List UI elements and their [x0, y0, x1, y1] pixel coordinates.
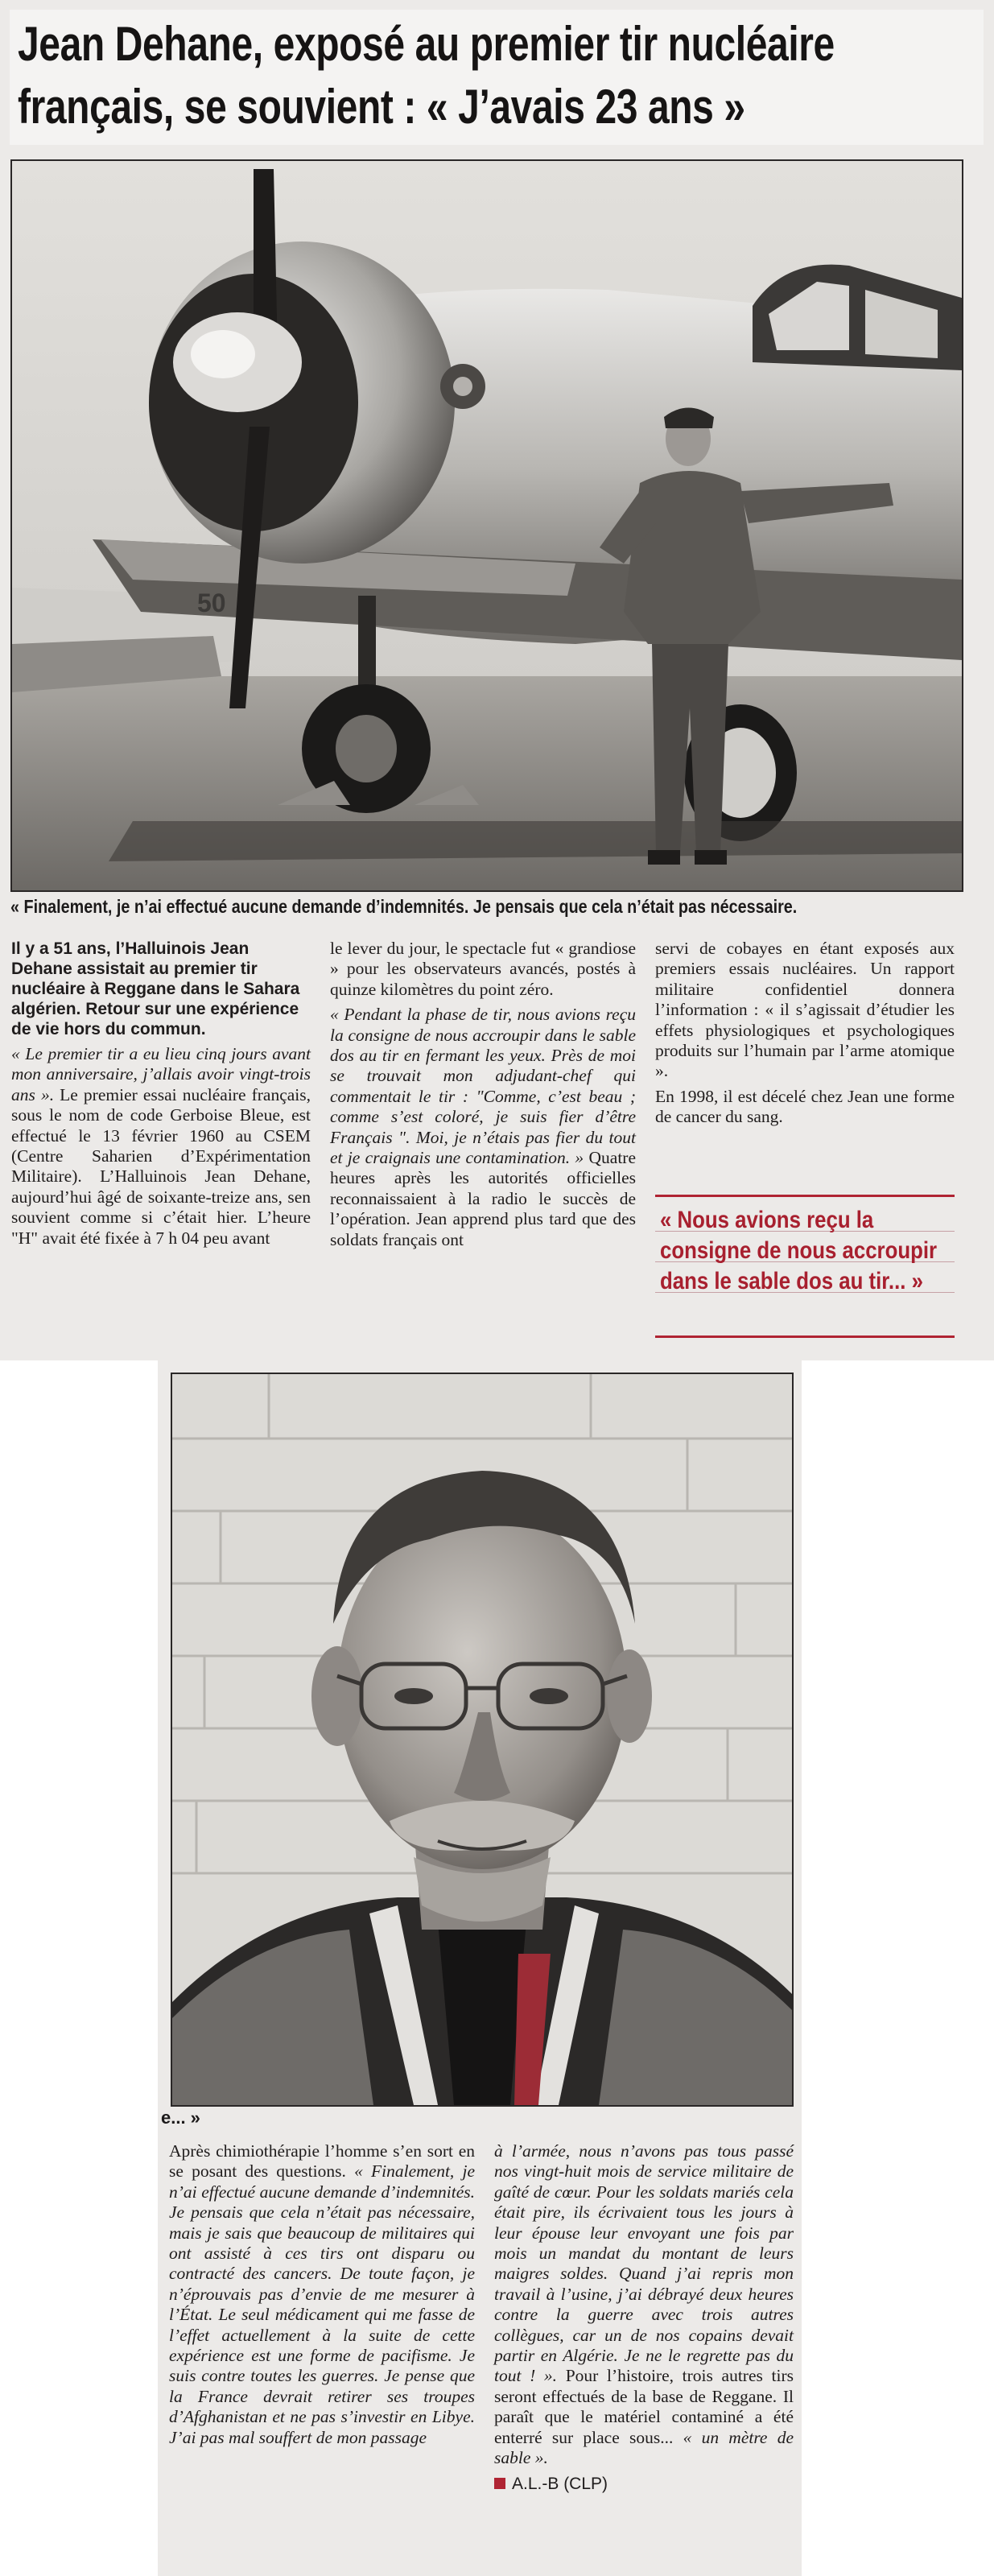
body-text: Après chimiothérapie l’homme s’en sort en se posant des questions.	[169, 2141, 475, 2182]
byline-text: A.L.-B (CLP)	[512, 2474, 608, 2493]
article-column-5	[494, 2141, 794, 2494]
body-text: le lever du jour, le spectacle fut « grandiose » pour les observateurs avancés, postés à quinze kilomètres du point zéro.	[330, 939, 636, 999]
photo-caption-aircraft: « Finalement, je n’ai effectué aucune demande d’indemnités. Je pensais que cela n’était pas nécessaire.	[10, 896, 798, 917]
body-text: En 1998, il est décelé chez Jean une forme de cancer du sang.	[655, 1086, 955, 1127]
paragraph	[330, 1005, 636, 1250]
headline-line-1: Jean Dehane, exposé au premier tir nucléaire	[18, 17, 835, 71]
body-text: Quatre heures après les autorités officielles reconnaissaient à la radio le succès de l’opération. Jean apprend plus tard que des soldats français ont	[330, 1148, 636, 1249]
body-text: Le premier essai nucléaire français, sous le nom de code Gerboise Bleue, est effectué le 13 février 1960 au CSEM (Centre Saharien d’Expérimentation Militaire). L’Halluinois Jean Dehane, aujourd’hui âgé de soixante-treize ans, sen souvient comme si c’était hier. L’heure "H" avait été fixée à 7 h 04 peu avant	[11, 1084, 311, 1248]
quote-text: à l’armée, nous n’avons pas tous passé nos vingt-huit mois de service militaire de gaîté de cœur. Pour les soldats mariés cela était pire, ils écrivaient tous les jours à leur épouse leur envoyant une fois par mois un mandat du montant de leurs maigres soldes. Quand j’ai repris mon travail à l’usine, j’ai débrayé deux heures contre la guerre avec trois autres collègues, car un de nos copains devait partir en Algérie. Je ne le regrette pas du tout ! ».	[494, 2141, 794, 2386]
article-column-3	[655, 939, 955, 1133]
headline-line-2: français, se souvient : « J’avais 23 ans »	[18, 80, 745, 134]
portrait-photo	[171, 1373, 794, 2107]
fuselage-number: 50	[197, 588, 226, 617]
article-column-4	[169, 2141, 475, 2453]
quote-text: « un mètre de sable ».	[494, 2427, 794, 2468]
portrait-illustration	[172, 1374, 792, 2105]
body-text: Pour l’histoire, trois autres tirs seront effectués de la base de Reggane. Il paraît que le matériel contaminé a été enterré sur place sous...	[494, 2366, 794, 2447]
paragraph	[11, 1044, 311, 1249]
pull-quote-text: « Nous avions reçu la consigne de nous accroupir dans le sable dos au tir... »	[660, 1207, 938, 1294]
quote-text: « Finalement, je n’ai effectué aucune demande d’indemnités. Je pensais que cela n’était pas nécessaire, mais je sais que beaucoup de militaires qui ont assisté à ces tirs ont disparu ou contracté des cancers. De toute façon, je n’éprouvais pas d’envie de me mesurer à l’État. Le seul médicament qui me fasse de l’effet actuellement à la suite de cette expérience est une forme de pacifisme. Je suis contre toutes les guerres. Je pense que la France devrait retirer ses troupes d’Afghanistan et ne pas s’investir en Libye. J’ai pas mal souffert de mon passage	[169, 2161, 475, 2447]
byline-square-icon	[494, 2478, 505, 2489]
quote-text: « Pendant la phase de tir, nous avions reçu la consigne de nous accroupir dans le sable dos au tir en fermant les yeux. Près de moi se trouvait mon adjudant-chef qui commentait le tir : "Comme, c’est beau ; comme s’est coloré, je suis fier d’être Français ". Moi, je n’étais pas fier du tout et je craignais une contamination. »	[330, 1005, 636, 1168]
headline	[10, 10, 984, 145]
photo-caption-portrait: e... »	[161, 2107, 200, 2128]
article-column-2	[330, 939, 636, 1255]
aircraft-illustration	[12, 161, 962, 890]
article-column-1	[11, 939, 311, 1253]
body-text: servi de cobayes en étant exposés aux premiers essais nucléaires. Un rapport militaire confidentiel donnera l’information : « il s’agissait d’étudier les effets physiologiques et psychologiques produits sur l’humain par l’arme atomique ».	[655, 939, 955, 1081]
byline	[494, 2474, 794, 2494]
aircraft-photo	[10, 159, 963, 892]
paragraph	[494, 2141, 794, 2469]
article-lead: Il y a 51 ans, l’Halluinois Jean Dehane assistait au premier tir nucléaire à Reggane dans le Sahara algérien. Retour sur une expérience de vie hors du commun.	[11, 939, 300, 1038]
paragraph	[169, 2141, 475, 2448]
pull-quote	[655, 1195, 955, 1338]
quote-text: « Le premier tir a eu lieu cinq jours avant mon anniversaire, j’allais avoir vingt-trois ans ».	[11, 1044, 311, 1104]
